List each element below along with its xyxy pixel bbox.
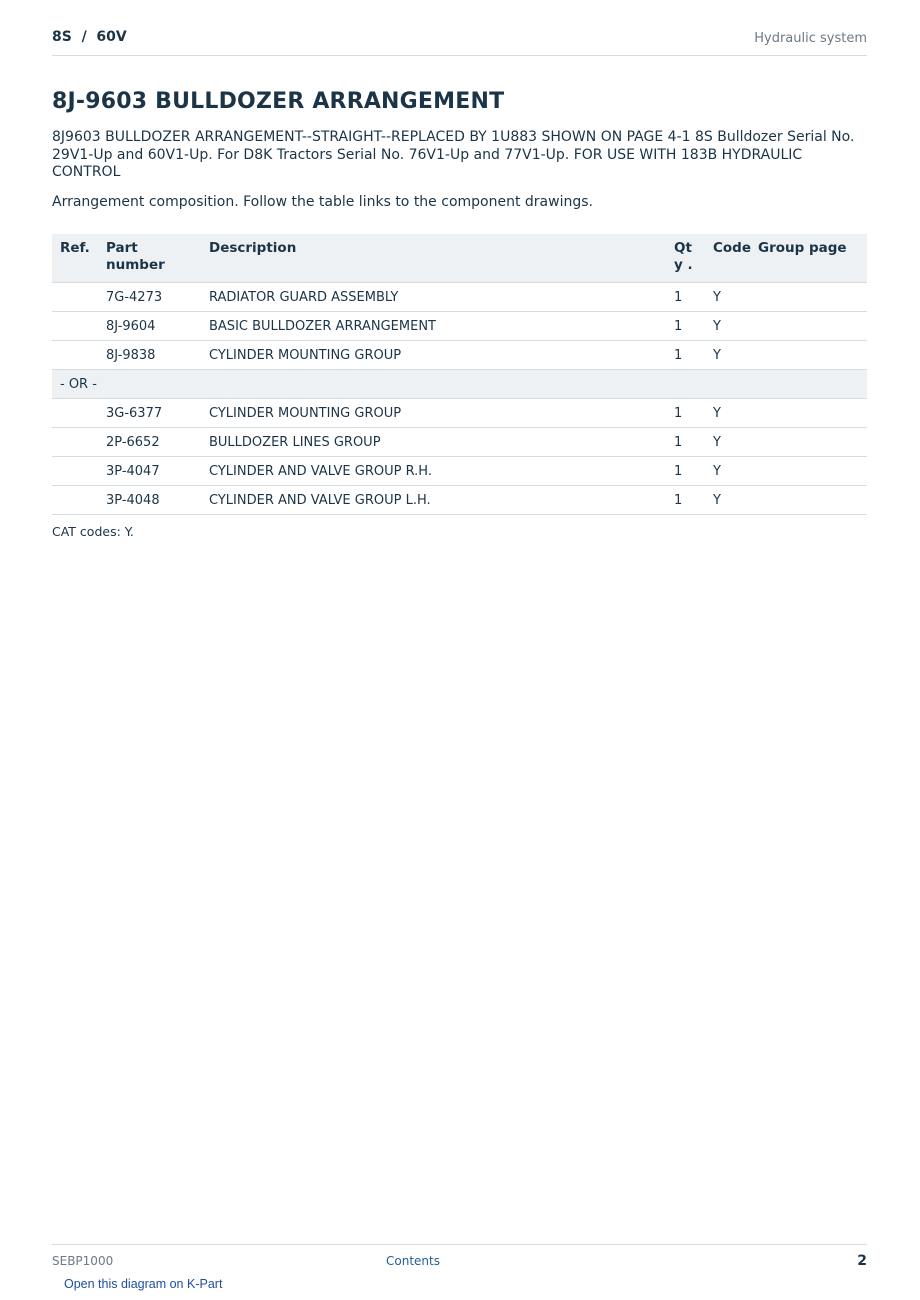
table-row[interactable] [52, 486, 867, 515]
cell-code: Y [705, 428, 750, 457]
document-page [52, 0, 867, 1300]
or-separator-row [52, 370, 867, 399]
header-description: Description [201, 234, 666, 283]
cell-group-page [750, 428, 867, 457]
cell-code: Y [705, 312, 750, 341]
cell-ref [52, 428, 98, 457]
cell-group-page [750, 399, 867, 428]
table-row[interactable] [52, 399, 867, 428]
table-row[interactable] [52, 428, 867, 457]
cell-qty: 1 [666, 283, 705, 312]
cell-group-page [750, 312, 867, 341]
cell-group-page [750, 457, 867, 486]
page-title: 8J-9603 BULLDOZER ARRANGEMENT [52, 89, 505, 114]
or-label: - OR - [52, 370, 867, 399]
page-header [52, 28, 867, 56]
cell-qty: 1 [666, 428, 705, 457]
cell-description: BULLDOZER LINES GROUP [201, 428, 666, 457]
section-label: Hydraulic system [754, 31, 867, 46]
page-number: 2 [857, 1253, 867, 1269]
parts-table [52, 234, 867, 515]
cell-code: Y [705, 457, 750, 486]
cell-part-number[interactable]: 3G-6377 [98, 399, 201, 428]
cell-qty: 1 [666, 341, 705, 370]
cell-part-number[interactable]: 3P-4048 [98, 486, 201, 515]
kpart-link[interactable]: Open this diagram on K-Part [64, 1277, 223, 1291]
cell-qty: 1 [666, 486, 705, 515]
cell-ref [52, 486, 98, 515]
contents-link[interactable]: Contents [386, 1254, 440, 1268]
intro-text: Arrangement composition. Follow the table links to the component drawings. [52, 194, 593, 210]
model-label: 8S / 60V [52, 29, 127, 45]
cell-description: CYLINDER MOUNTING GROUP [201, 399, 666, 428]
cell-qty: 1 [666, 399, 705, 428]
cell-ref [52, 399, 98, 428]
header-ref: Ref. [52, 234, 98, 283]
header-code: Code [705, 234, 750, 283]
cell-group-page [750, 341, 867, 370]
header-group-page: Group page [750, 234, 867, 283]
cell-part-number[interactable]: 8J-9838 [98, 341, 201, 370]
cell-description: CYLINDER MOUNTING GROUP [201, 341, 666, 370]
cell-ref [52, 312, 98, 341]
cell-part-number[interactable]: 8J-9604 [98, 312, 201, 341]
cell-description: BASIC BULLDOZER ARRANGEMENT [201, 312, 666, 341]
cell-code: Y [705, 341, 750, 370]
cell-code: Y [705, 399, 750, 428]
document-id: SEBP1000 [52, 1254, 114, 1268]
cell-qty: 1 [666, 457, 705, 486]
cell-part-number[interactable]: 7G-4273 [98, 283, 201, 312]
cell-ref [52, 341, 98, 370]
cell-part-number[interactable]: 2P-6652 [98, 428, 201, 457]
cell-code: Y [705, 486, 750, 515]
cell-description: CYLINDER AND VALVE GROUP R.H. [201, 457, 666, 486]
cell-description: CYLINDER AND VALVE GROUP L.H. [201, 486, 666, 515]
table-row[interactable] [52, 457, 867, 486]
table-row[interactable] [52, 341, 867, 370]
table-header-row [52, 234, 867, 283]
cell-code: Y [705, 283, 750, 312]
arrangement-description: 8J9603 BULLDOZER ARRANGEMENT--STRAIGHT--REPLACED BY 1U883 SHOWN ON PAGE 4-1 8S Bulldozer Serial No. 29V1-Up and 60V1-Up. For D8K Tractors Serial No. 76V1-Up and 77V1-Up. FOR USE WITH 183B HYDRAULIC CONTROL [52, 129, 855, 180]
cell-group-page [750, 283, 867, 312]
table-row[interactable] [52, 283, 867, 312]
cell-ref [52, 283, 98, 312]
cat-codes-note: CAT codes: Y. [52, 524, 134, 539]
cell-qty: 1 [666, 312, 705, 341]
cell-description: RADIATOR GUARD ASSEMBLY [201, 283, 666, 312]
table-row[interactable] [52, 312, 867, 341]
cell-part-number[interactable]: 3P-4047 [98, 457, 201, 486]
header-part-number: Part number [98, 234, 201, 283]
cell-ref [52, 457, 98, 486]
page-footer [52, 1244, 867, 1291]
header-qty: Qty . [666, 234, 705, 283]
cell-group-page [750, 486, 867, 515]
